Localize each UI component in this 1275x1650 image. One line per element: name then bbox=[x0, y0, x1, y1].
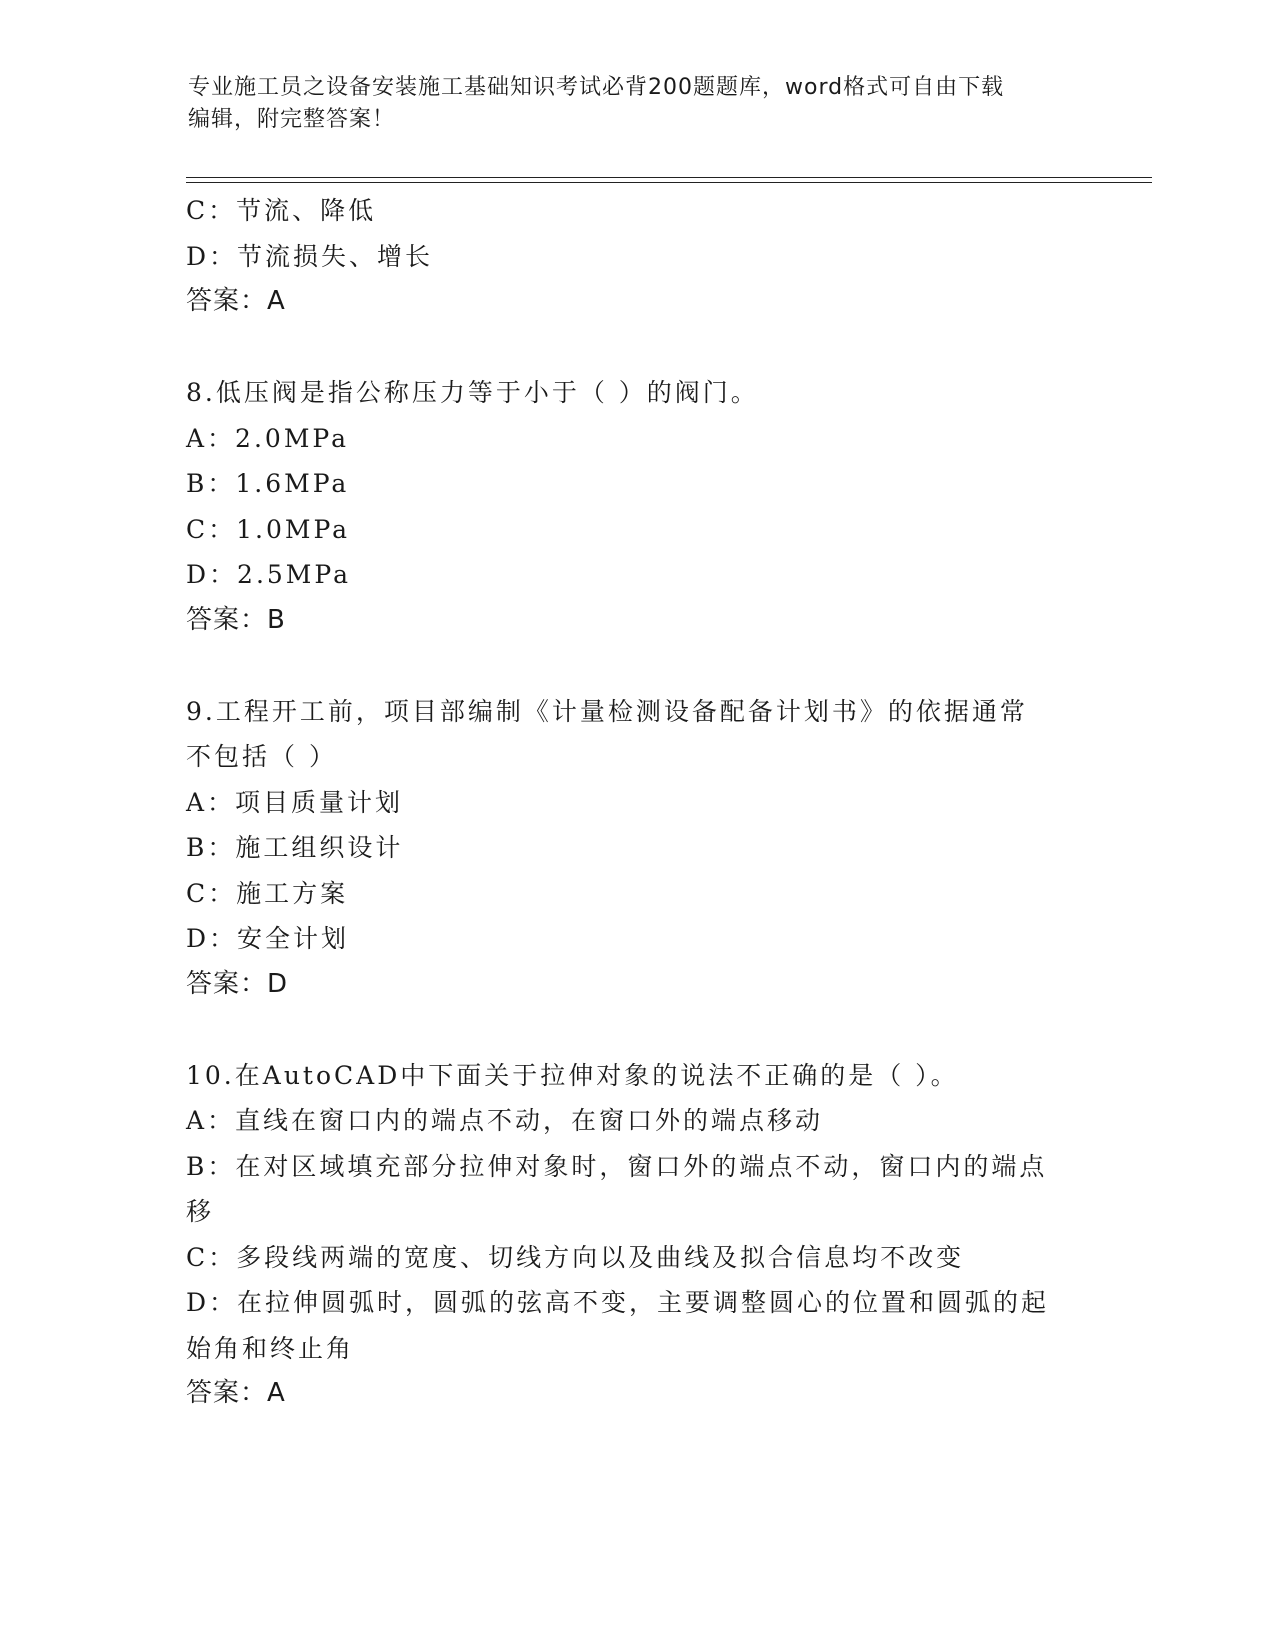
header-title-line-1: 专业施工员之设备安装施工基础知识考试必背200题题库，word格式可自由下载 bbox=[188, 75, 1005, 100]
question-9-option-a: A：项目质量计划 bbox=[186, 787, 404, 817]
question-10-option-b-line-1: B：在对区域填充部分拉伸对象时，窗口外的端点不动，窗口内的端点 bbox=[186, 1151, 1048, 1181]
question-7-option-c: C：节流、降低 bbox=[186, 196, 377, 225]
spacer bbox=[186, 325, 1086, 371]
question-10-answer: 答案：A bbox=[186, 1378, 286, 1408]
question-8-option-b: B：1.6MPa bbox=[186, 469, 350, 498]
header-divider-bottom bbox=[186, 182, 1152, 183]
spacer bbox=[186, 643, 1086, 689]
header-title-line-2: 编辑，附完整答案！ bbox=[188, 107, 396, 132]
question-10-option-d-line-1: D：在拉伸圆弧时，圆弧的弦高不变，主要调整圆心的位置和圆弧的起 bbox=[186, 1288, 1050, 1317]
question-8-stem: 8.低压阀是指公称压力等于小于（ ）的阀门。 bbox=[186, 378, 759, 407]
question-9-option-b: B：施工组织设计 bbox=[186, 833, 404, 862]
document-header bbox=[188, 72, 1088, 136]
question-7-option-d: D：节流损失、增长 bbox=[186, 241, 434, 271]
question-8-answer: 答案：B bbox=[186, 604, 286, 635]
question-10-option-c: C：多段线两端的宽度、切线方向以及曲线及拟合信息均不改变 bbox=[186, 1242, 965, 1272]
question-7-answer: 答案：A bbox=[186, 286, 286, 316]
question-8-option-c: C：1.0MPa bbox=[186, 514, 351, 544]
question-9-stem-line-2: 不包括（ ） bbox=[186, 742, 337, 771]
question-list bbox=[186, 188, 1086, 1417]
question-7-fragment bbox=[186, 188, 1086, 325]
question-9-answer: 答案：D bbox=[186, 968, 289, 999]
question-9 bbox=[186, 689, 1086, 1008]
question-9-stem-line-1: 9.工程开工前，项目部编制《计量检测设备配备计划书》的依据通常 bbox=[186, 696, 1028, 726]
spacer bbox=[186, 1007, 1086, 1053]
question-9-option-d: D：安全计划 bbox=[186, 924, 350, 953]
header-divider-top bbox=[186, 177, 1152, 178]
question-10-option-b-line-2: 移 bbox=[186, 1197, 215, 1226]
question-10-stem: 10.在AutoCAD中下面关于拉伸对象的说法不正确的是（ ）。 bbox=[186, 1060, 959, 1090]
question-10-option-a: A：直线在窗口内的端点不动，在窗口外的端点移动 bbox=[186, 1106, 824, 1135]
question-10 bbox=[186, 1053, 1086, 1417]
question-8-option-a: A：2.0MPa bbox=[186, 423, 350, 453]
question-8-option-d: D：2.5MPa bbox=[186, 560, 352, 589]
question-10-option-d-line-2: 始角和终止角 bbox=[186, 1333, 355, 1363]
question-8 bbox=[186, 370, 1086, 643]
question-9-option-c: C：施工方案 bbox=[186, 878, 349, 908]
